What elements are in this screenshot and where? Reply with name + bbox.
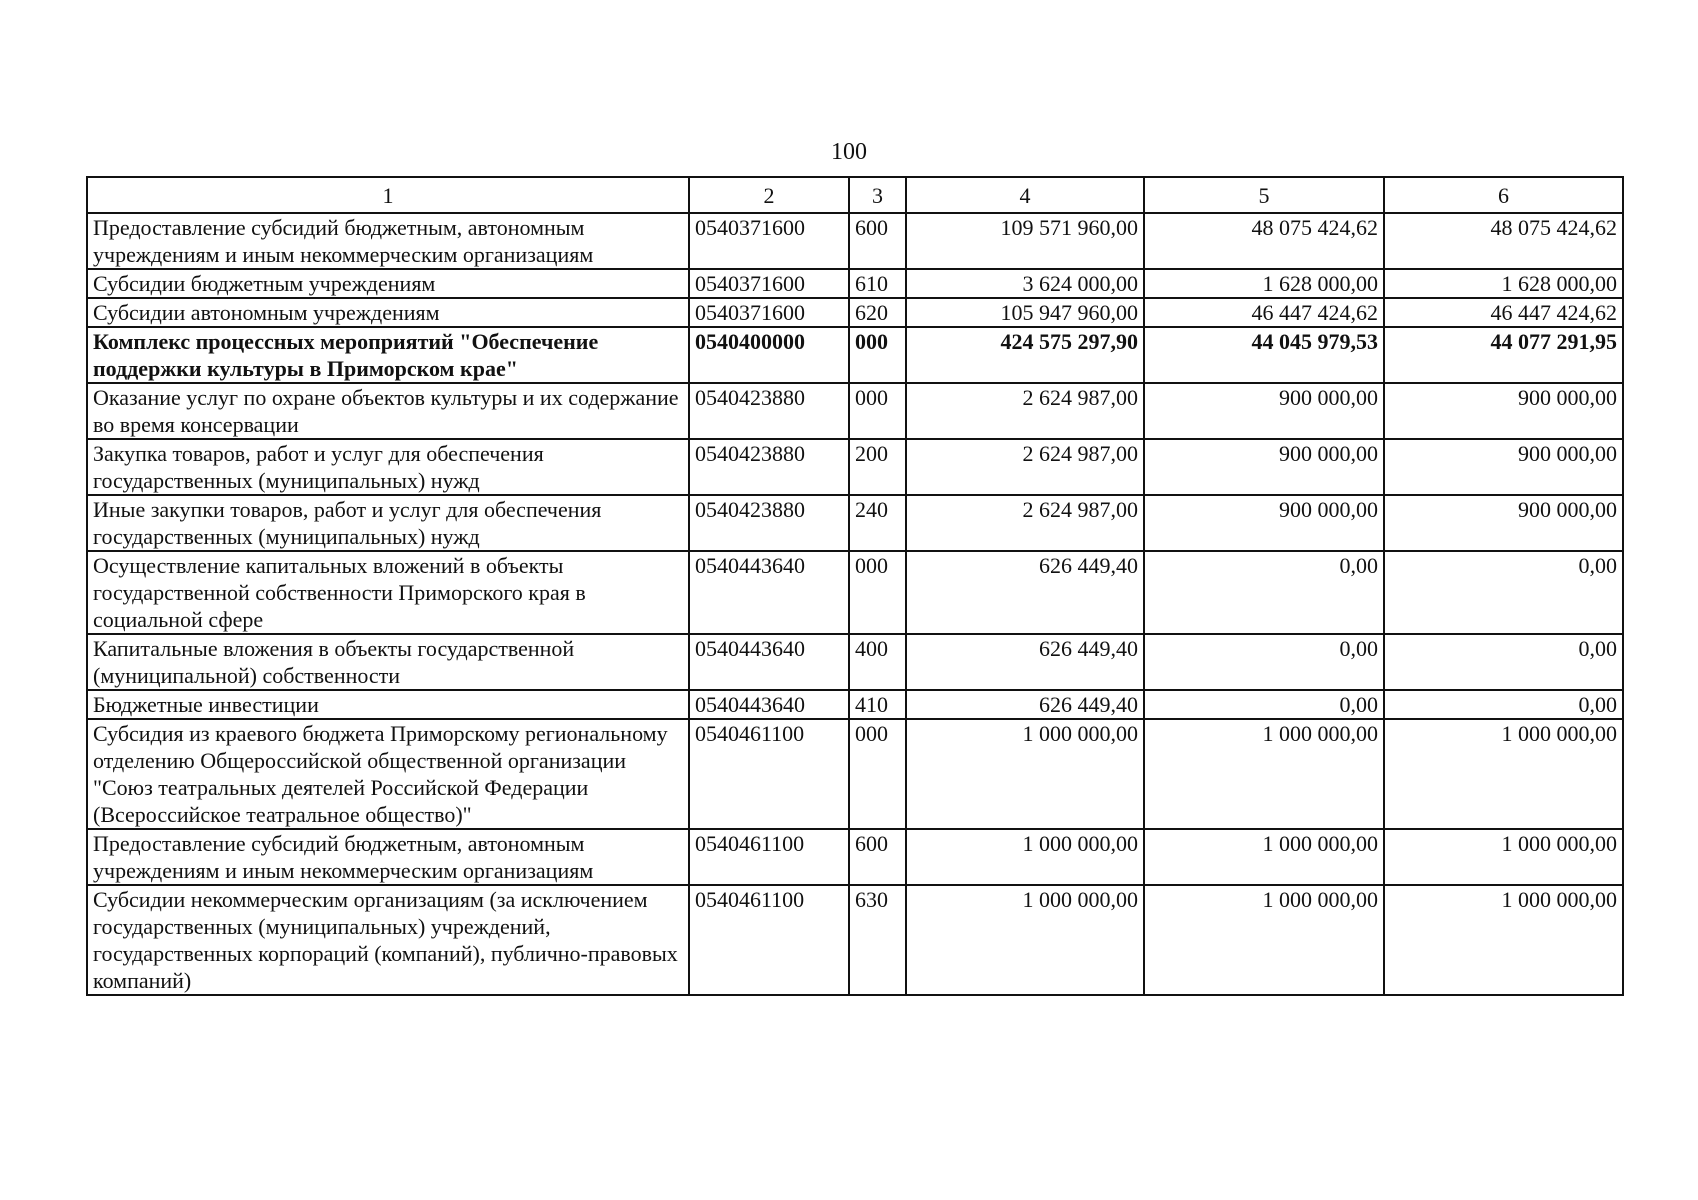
page-number bbox=[0, 140, 1698, 164]
amount-cell: 900 000,00 bbox=[1384, 439, 1623, 495]
table-row bbox=[87, 327, 1623, 383]
budget-table bbox=[86, 176, 1624, 996]
row-name-cell: Субсидии бюджетным учреждениям bbox=[87, 269, 689, 298]
amount-cell: 1 628 000,00 bbox=[1384, 269, 1623, 298]
row-name-cell: Капитальные вложения в объекты государственной (муниципальной) собственности bbox=[87, 634, 689, 690]
column-header: 1 bbox=[87, 177, 689, 213]
amount-cell: 1 000 000,00 bbox=[1144, 719, 1384, 829]
page-number-text: 100 bbox=[831, 139, 867, 165]
row-name-cell: Осуществление капитальных вложений в объекты государственной собственности Приморского края в социальной сфере bbox=[87, 551, 689, 634]
amount-cell: 48 075 424,62 bbox=[1384, 213, 1623, 269]
amount-cell: 900 000,00 bbox=[1144, 439, 1384, 495]
amount-cell: 424 575 297,90 bbox=[906, 327, 1144, 383]
column-header: 2 bbox=[689, 177, 849, 213]
table-row bbox=[87, 213, 1623, 269]
expense-type-code-cell: 620 bbox=[849, 298, 906, 327]
expense-type-code-cell: 240 bbox=[849, 495, 906, 551]
amount-cell: 105 947 960,00 bbox=[906, 298, 1144, 327]
amount-cell: 0,00 bbox=[1384, 634, 1623, 690]
table-row bbox=[87, 885, 1623, 995]
table-row bbox=[87, 719, 1623, 829]
target-article-code-cell: 0540461100 bbox=[689, 885, 849, 995]
amount-cell: 48 075 424,62 bbox=[1144, 213, 1384, 269]
table-row bbox=[87, 551, 1623, 634]
amount-cell: 626 449,40 bbox=[906, 690, 1144, 719]
amount-cell: 900 000,00 bbox=[1144, 495, 1384, 551]
table-row bbox=[87, 829, 1623, 885]
row-name-cell: Иные закупки товаров, работ и услуг для обеспечения государственных (муниципальных) нужд bbox=[87, 495, 689, 551]
amount-cell: 626 449,40 bbox=[906, 634, 1144, 690]
amount-cell: 1 000 000,00 bbox=[906, 885, 1144, 995]
row-name-cell: Предоставление субсидий бюджетным, автономным учреждениям и иным некоммерческим организациям bbox=[87, 829, 689, 885]
amount-cell: 1 000 000,00 bbox=[906, 829, 1144, 885]
row-name-cell: Предоставление субсидий бюджетным, автономным учреждениям и иным некоммерческим организациям bbox=[87, 213, 689, 269]
amount-cell: 1 000 000,00 bbox=[1144, 829, 1384, 885]
expense-type-code-cell: 600 bbox=[849, 829, 906, 885]
amount-cell: 1 000 000,00 bbox=[906, 719, 1144, 829]
expense-type-code-cell: 000 bbox=[849, 551, 906, 634]
amount-cell: 46 447 424,62 bbox=[1144, 298, 1384, 327]
target-article-code-cell: 0540423880 bbox=[689, 383, 849, 439]
target-article-code-cell: 0540423880 bbox=[689, 439, 849, 495]
amount-cell: 626 449,40 bbox=[906, 551, 1144, 634]
amount-cell: 3 624 000,00 bbox=[906, 269, 1144, 298]
row-name-cell: Оказание услуг по охране объектов культуры и их содержание во время консервации bbox=[87, 383, 689, 439]
target-article-code-cell: 0540461100 bbox=[689, 829, 849, 885]
amount-cell: 900 000,00 bbox=[1384, 383, 1623, 439]
amount-cell: 0,00 bbox=[1144, 634, 1384, 690]
amount-cell: 109 571 960,00 bbox=[906, 213, 1144, 269]
table-row bbox=[87, 269, 1623, 298]
target-article-code-cell: 0540423880 bbox=[689, 495, 849, 551]
table-header-row bbox=[87, 177, 1623, 213]
table-row bbox=[87, 495, 1623, 551]
expense-type-code-cell: 600 bbox=[849, 213, 906, 269]
table-row bbox=[87, 634, 1623, 690]
amount-cell: 2 624 987,00 bbox=[906, 383, 1144, 439]
row-name-cell: Субсидия из краевого бюджета Приморскому региональному отделению Общероссийской общественной организации "Союз театральных деятелей Российской Федерации (Всероссийское театральное общество)" bbox=[87, 719, 689, 829]
amount-cell: 900 000,00 bbox=[1144, 383, 1384, 439]
amount-cell: 1 000 000,00 bbox=[1384, 719, 1623, 829]
target-article-code-cell: 0540371600 bbox=[689, 298, 849, 327]
amount-cell: 2 624 987,00 bbox=[906, 439, 1144, 495]
target-article-code-cell: 0540400000 bbox=[689, 327, 849, 383]
expense-type-code-cell: 200 bbox=[849, 439, 906, 495]
target-article-code-cell: 0540461100 bbox=[689, 719, 849, 829]
column-header: 4 bbox=[906, 177, 1144, 213]
column-header: 3 bbox=[849, 177, 906, 213]
amount-cell: 0,00 bbox=[1384, 690, 1623, 719]
table-body bbox=[87, 213, 1623, 995]
table-row bbox=[87, 439, 1623, 495]
table-row bbox=[87, 383, 1623, 439]
amount-cell: 44 077 291,95 bbox=[1384, 327, 1623, 383]
column-header: 6 bbox=[1384, 177, 1623, 213]
amount-cell: 1 000 000,00 bbox=[1384, 829, 1623, 885]
row-name-cell: Закупка товаров, работ и услуг для обеспечения государственных (муниципальных) нужд bbox=[87, 439, 689, 495]
expense-type-code-cell: 000 bbox=[849, 719, 906, 829]
amount-cell: 900 000,00 bbox=[1384, 495, 1623, 551]
expense-type-code-cell: 000 bbox=[849, 383, 906, 439]
target-article-code-cell: 0540371600 bbox=[689, 269, 849, 298]
amount-cell: 1 000 000,00 bbox=[1384, 885, 1623, 995]
expense-type-code-cell: 610 bbox=[849, 269, 906, 298]
amount-cell: 46 447 424,62 bbox=[1384, 298, 1623, 327]
amount-cell: 0,00 bbox=[1384, 551, 1623, 634]
column-header: 5 bbox=[1144, 177, 1384, 213]
target-article-code-cell: 0540443640 bbox=[689, 551, 849, 634]
target-article-code-cell: 0540443640 bbox=[689, 634, 849, 690]
amount-cell: 2 624 987,00 bbox=[906, 495, 1144, 551]
amount-cell: 1 000 000,00 bbox=[1144, 885, 1384, 995]
expense-type-code-cell: 410 bbox=[849, 690, 906, 719]
row-name-cell: Субсидии автономным учреждениям bbox=[87, 298, 689, 327]
expense-type-code-cell: 400 bbox=[849, 634, 906, 690]
target-article-code-cell: 0540443640 bbox=[689, 690, 849, 719]
target-article-code-cell: 0540371600 bbox=[689, 213, 849, 269]
row-name-cell: Комплекс процессных мероприятий "Обеспечение поддержки культуры в Приморском крае" bbox=[87, 327, 689, 383]
table-row bbox=[87, 298, 1623, 327]
table-row bbox=[87, 690, 1623, 719]
expense-type-code-cell: 000 bbox=[849, 327, 906, 383]
expense-type-code-cell: 630 bbox=[849, 885, 906, 995]
amount-cell: 1 628 000,00 bbox=[1144, 269, 1384, 298]
amount-cell: 44 045 979,53 bbox=[1144, 327, 1384, 383]
row-name-cell: Субсидии некоммерческим организациям (за исключением государственных (муниципальных) учреждений, государственных корпораций (компаний), публично-правовых компаний) bbox=[87, 885, 689, 995]
amount-cell: 0,00 bbox=[1144, 551, 1384, 634]
amount-cell: 0,00 bbox=[1144, 690, 1384, 719]
row-name-cell: Бюджетные инвестиции bbox=[87, 690, 689, 719]
